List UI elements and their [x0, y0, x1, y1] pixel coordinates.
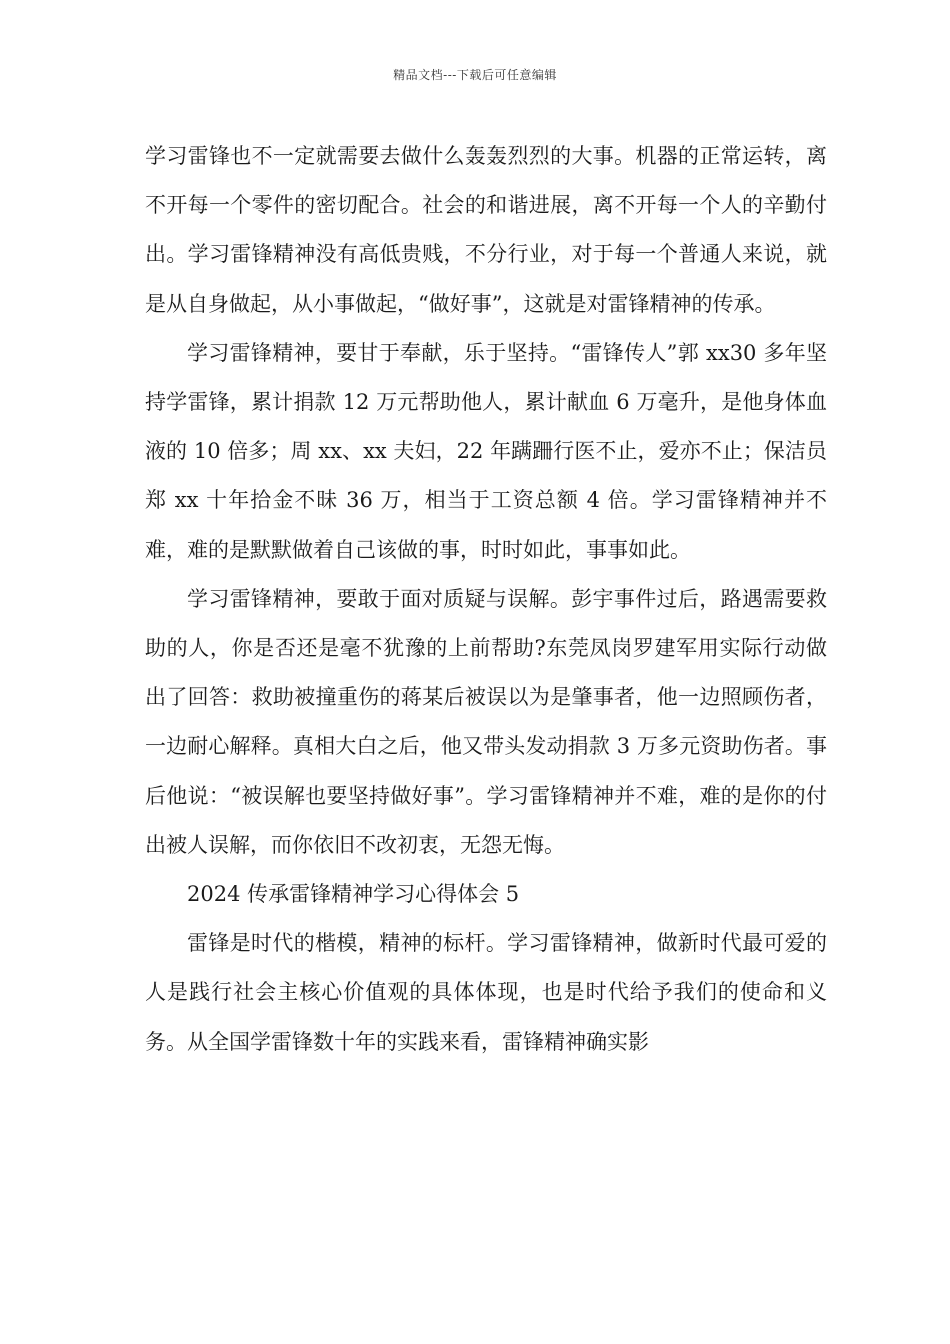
document-body	[145, 132, 827, 1067]
paragraph-3: 学习雷锋精神，要敢于面对质疑与误解。彭宇事件过后，路遇需要救助的人，你是否还是毫不犹豫的上前帮助?东莞凤岗罗建军用实际行动做出了回答：救助被撞重伤的蒋某后被误以为是肇事者，他一边照顾伤者，一边耐心解释。真相大白之后，他又带头发动捐款 3 万多元资助伤者。事后他说：“被误解也要坚持做好事”。学习雷锋精神并不难，难的是你的付出被人误解，而你依旧不改初衷，无怨无悔。	[145, 586, 827, 857]
paragraph-2: 学习雷锋精神，要甘于奉献，乐于坚持。“雷锋传人”郭 xx30 多年坚持学雷锋，累计捐款 12 万元帮助他人，累计献血 6 万毫升，是他身体血液的 10 倍多；周 xx、xx 夫妇，22 年蹒跚行医不止，爱亦不止；保洁员郑 xx 十年拾金不昧 36 万，相当于工资总额 4 倍。学习雷锋精神并不难，难的是默默做着自己该做的事，时时如此，事事如此。	[145, 340, 827, 562]
paragraph-4: 雷锋是时代的楷模，精神的标杆。学习雷锋精神，做新时代最可爱的人是践行社会主核心价值观的具体体现，也是时代给予我们的使命和义务。从全国学雷锋数十年的实践来看，雷锋精神确实影	[145, 931, 827, 1054]
paragraph-1: 学习雷锋也不一定就需要去做什么轰轰烈烈的大事。机器的正常运转，离不开每一个零件的密切配合。社会的和谐进展，离不开每一个人的辛勤付出。学习雷锋精神没有高低贵贱，不分行业，对于每一个普通人来说，就是从自身做起，从小事做起，“做好事”，这就是对雷锋精神的传承。	[145, 144, 827, 316]
page-header: 精品文档---下载后可任意编辑	[393, 68, 557, 82]
section-heading: 2024 传承雷锋精神学习心得体会 5	[187, 882, 520, 907]
